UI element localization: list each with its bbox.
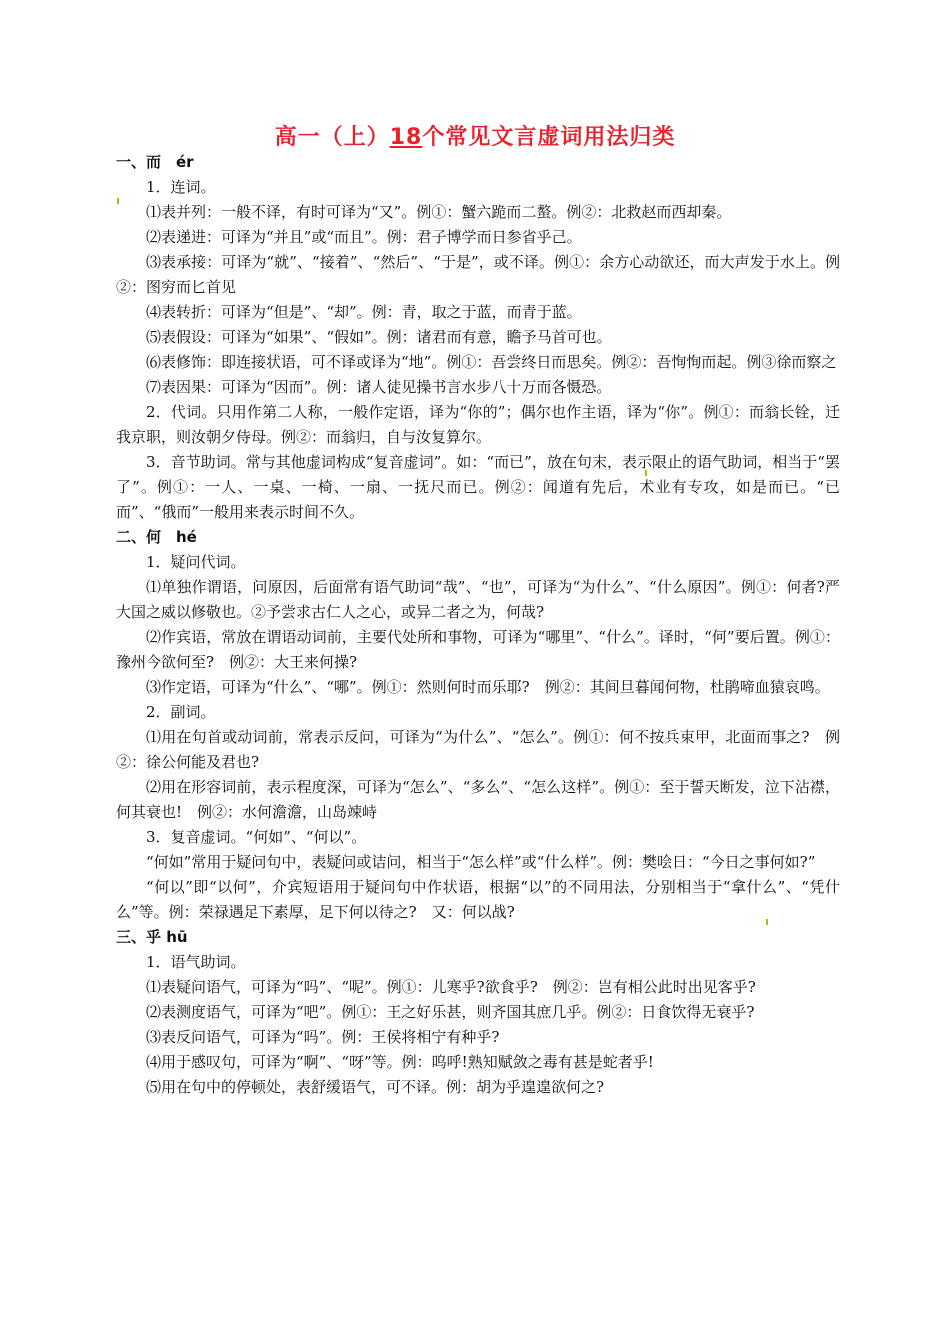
- section-heading: 三、乎 hū: [116, 928, 188, 946]
- section-heading: 二、何 hé: [116, 528, 197, 546]
- paragraph: ⑹表修饰：即连接状语，可不译或译为“地”。例①：吾尝终日而思矣。例②：吾恂恂而起。例③徐而察之: [146, 353, 837, 371]
- paragraph: ⑸用在句中的停顿处，表舒缓语气，可不译。例：胡为乎遑遑欲何之?: [146, 1078, 605, 1096]
- paragraph: 2．副词。: [146, 703, 216, 721]
- paragraph: ⑵用在形容词前，表示程度深，可译为“怎么”、“多么”、“怎么这样”。例①：至于誓天断发，泣下沾襟，何其衰也! 例②：水何澹澹，山岛竦峙: [116, 778, 840, 821]
- paragraph: ⑶表反问语气，可译为“吗”。例：王侯将相宁有种乎?: [146, 1028, 500, 1046]
- title-number: 18: [389, 125, 423, 150]
- paragraph: ⑶表承接：可译为“就”、“接着”、“然后”、“于是”，或不译。例①：余方心动欲还，而大声发于水上。例②：图穷而匕首见: [116, 253, 840, 296]
- paragraph: ⑺表因果：可译为“因而”。例：诸人徒见操书言水步八十万而各慑恐。: [146, 378, 612, 396]
- paragraph: 3．复音虚词。“何如”、“何以”。: [146, 828, 367, 846]
- paragraph: “何如”常用于疑问句中，表疑问或诘问，相当于“怎么样”或“什么样”。例：樊哙日：“今日之事何如?”: [146, 853, 816, 871]
- paragraph: ⑷表转折：可译为“但是”、“却”。例：青，取之于蓝，而青于蓝。: [146, 303, 582, 321]
- paragraph: ⑴表并列：一般不译，有时可译为“又”。例①：蟹六跪而二螯。例②：北救赵而西却秦。: [146, 203, 732, 221]
- paragraph: 3．音节助词。常与其他虚词构成“复音虚词”。如：“而已”，放在句末，表示限止的语气助词，相当于“罢了”。例①：一人、一桌、一椅、一扇、一抚尺而已。例②：闻道有先后，术业有专攻，如是而已。“已而”、“俄而”一般用来表示时间不久。: [116, 453, 840, 521]
- paragraph: 1．疑问代词。: [146, 553, 246, 571]
- paragraph: ⑵作宾语，常放在谓语动词前，主要代处所和事物，可译为“哪里”、“什么”。译时，“何”要后置。例①：豫州今欲何至? 例②：大王来何操?: [116, 628, 840, 671]
- paragraph: “何以”即“以何”，介宾短语用于疑问句中作状语，根据“以”的不同用法，分别相当于“拿什么”、“凭什么”等。例：荣禄遇足下素厚，足下何以待之? 又：何以战?: [116, 878, 840, 921]
- paragraph: 1．语气助词。: [146, 953, 246, 971]
- paragraph: ⑵表递进：可译为“并且”或“而且”。例：君子博学而日参省乎己。: [146, 228, 582, 246]
- paragraph: ⑴单独作谓语，问原因，后面常有语气助词“哉”、“也”，可译为“为什么”、“什么原因”。例①：何者?严大国之威以修敬也。②予尝求古仁人之心，或异二者之为，何哉?: [116, 578, 840, 621]
- paragraph: ⑶作定语，可译为“什么”、“哪”。例①：然则何时而乐耶? 例②：其间旦暮闻何物，杜鹃啼血猿哀鸣。: [146, 678, 830, 696]
- document-body: [116, 150, 840, 1100]
- paragraph: 1．连词。: [146, 178, 216, 196]
- title-suffix: 个常见文言虚词用法归类: [422, 125, 676, 150]
- paragraph: ⑷用于感叹句，可译为“啊”、“呀”等。例：呜呼!熟知赋敛之毒有甚是蛇者乎!: [146, 1053, 654, 1071]
- paragraph: ⑴表疑问语气，可译为“吗”、“呢”。例①：儿寒乎?欲食乎? 例②：岂有相公此时出见客乎?: [146, 978, 756, 996]
- document-title: [0, 120, 950, 151]
- paragraph: ⑸表假设：可译为“如果”、“假如”。例：诸君而有意，瞻予马首可也。: [146, 328, 612, 346]
- title-prefix: 高一（上）: [274, 125, 390, 150]
- paragraph: ⑵表测度语气，可译为“吧”。例①：王之好乐甚，则齐国其庶几乎。例②：日食饮得无衰乎?: [146, 1003, 755, 1021]
- section-heading: 一、而 ér: [116, 153, 194, 171]
- paragraph: ⑴用在句首或动词前，常表示反问，可译为“为什么”、“怎么”。例①：何不按兵束甲，北面而事之? 例②：徐公何能及君也?: [116, 728, 840, 771]
- paragraph: 2．代词。只用作第二人称，一般作定语，译为“你的”；偶尔也作主语，译为“你”。例①：而翁长铨，迁我京职，则汝朝夕侍母。例②：而翁归，自与汝复算尔。: [116, 403, 840, 446]
